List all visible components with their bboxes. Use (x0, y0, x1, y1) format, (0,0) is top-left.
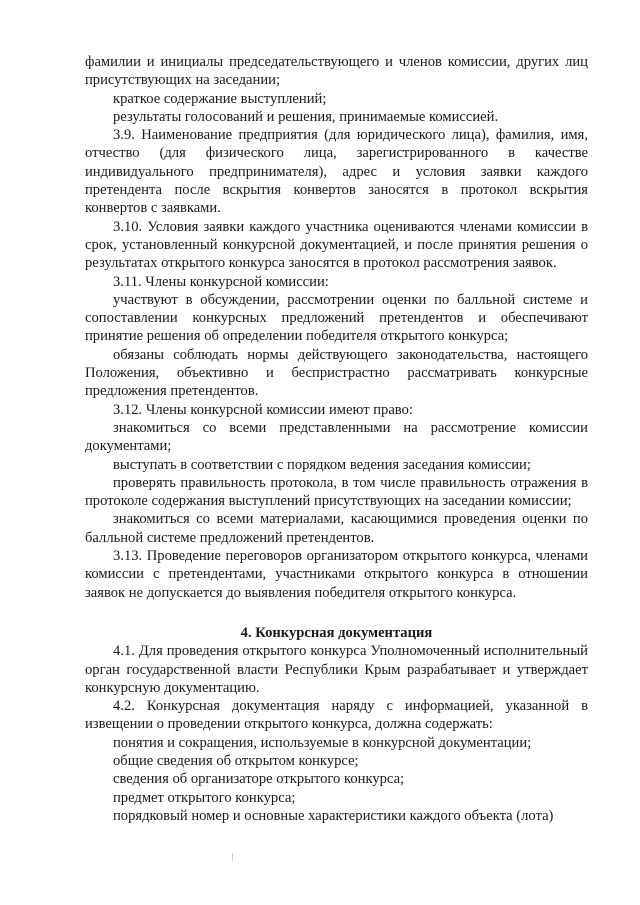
paragraph: проверять правильность протокола, в том числе правильность отражения в протоколе содержания выступлений присутствующих на заседании комиссии; (85, 474, 588, 510)
paragraph: участвуют в обсуждении, рассмотрении оценки по балльной системе и сопоставлении конкурсных предложений претендентов и обеспечивают принятие решения об определении победителя открытого конкурса; (85, 291, 588, 345)
paragraph: предмет открытого конкурса; (113, 789, 296, 806)
paragraph: общие сведения об открытом конкурсе; (113, 752, 359, 769)
paragraph: сведения об организаторе открытого конкурса; (113, 771, 405, 788)
paragraph: знакомиться со всеми представленными на рассмотрение комиссии документами; (85, 419, 588, 455)
paragraph: краткое содержание выступлений; (113, 90, 327, 107)
paragraph: результаты голосований и решения, принимаемые комиссией. (113, 108, 499, 125)
section-heading: 4. Конкурсная документация (240, 624, 433, 641)
paragraph-3-13: 3.13. Проведение переговоров организатором открытого конкурса, членами комиссии с претендентами, участниками открытого конкурса в отношении заявок не допускается до выявления победителя открытого конкурса. (85, 548, 588, 601)
paragraph-3-11: 3.11. Члены конкурсной комиссии: (113, 273, 329, 290)
scan-mark (232, 853, 233, 861)
paragraph: фамилии и инициалы председательствующего и членов комиссии, других лиц присутствующих на заседании; (85, 54, 588, 89)
paragraph-3-9: 3.9. Наименование предприятия (для юридического лица), фамилия, имя, отчество (для физического лица, зарегистрированного в качестве индивидуального предпринимателя), адрес и условия заявки каждого претендента после вскрытия конвертов заносятся в протокол вскрытия конвертов с заявками. (85, 127, 588, 217)
paragraph: понятия и сокращения, используемые в конкурсной документации; (113, 734, 532, 751)
paragraph-3-10: 3.10. Условия заявки каждого участника оцениваются членами комиссии в срок, установленный конкурсной документацией, и после принятия решения о результатах открытого конкурса заносятся в протокол рассмотрения заявок. (85, 218, 588, 272)
paragraph-4-1: 4.1. Для проведения открытого конкурса Уполномоченный исполнительный орган государственной власти Республики Крым разрабатывает и утверждает конкурсную документацию. (85, 643, 588, 696)
paragraph: порядковый номер и основные характеристики каждого объекта (лота) (113, 807, 554, 824)
paragraph: знакомиться со всеми материалами, касающимися проведения оценки по балльной системе предложений претендентов. (85, 511, 588, 546)
paragraph: обязаны соблюдать нормы действующего законодательства, настоящего Положения, объективно и беспристрастно рассматривать конкурсные предложения претендентов. (85, 346, 588, 400)
paragraph-4-2: 4.2. Конкурсная документация наряду с информацией, указанной в извещении о проведении открытого конкурса, должна содержать: (85, 698, 588, 733)
paragraph: выступать в соответствии с порядком ведения заседания комиссии; (113, 456, 531, 473)
paragraph-3-12: 3.12. Члены конкурсной комиссии имеют право: (113, 401, 413, 418)
